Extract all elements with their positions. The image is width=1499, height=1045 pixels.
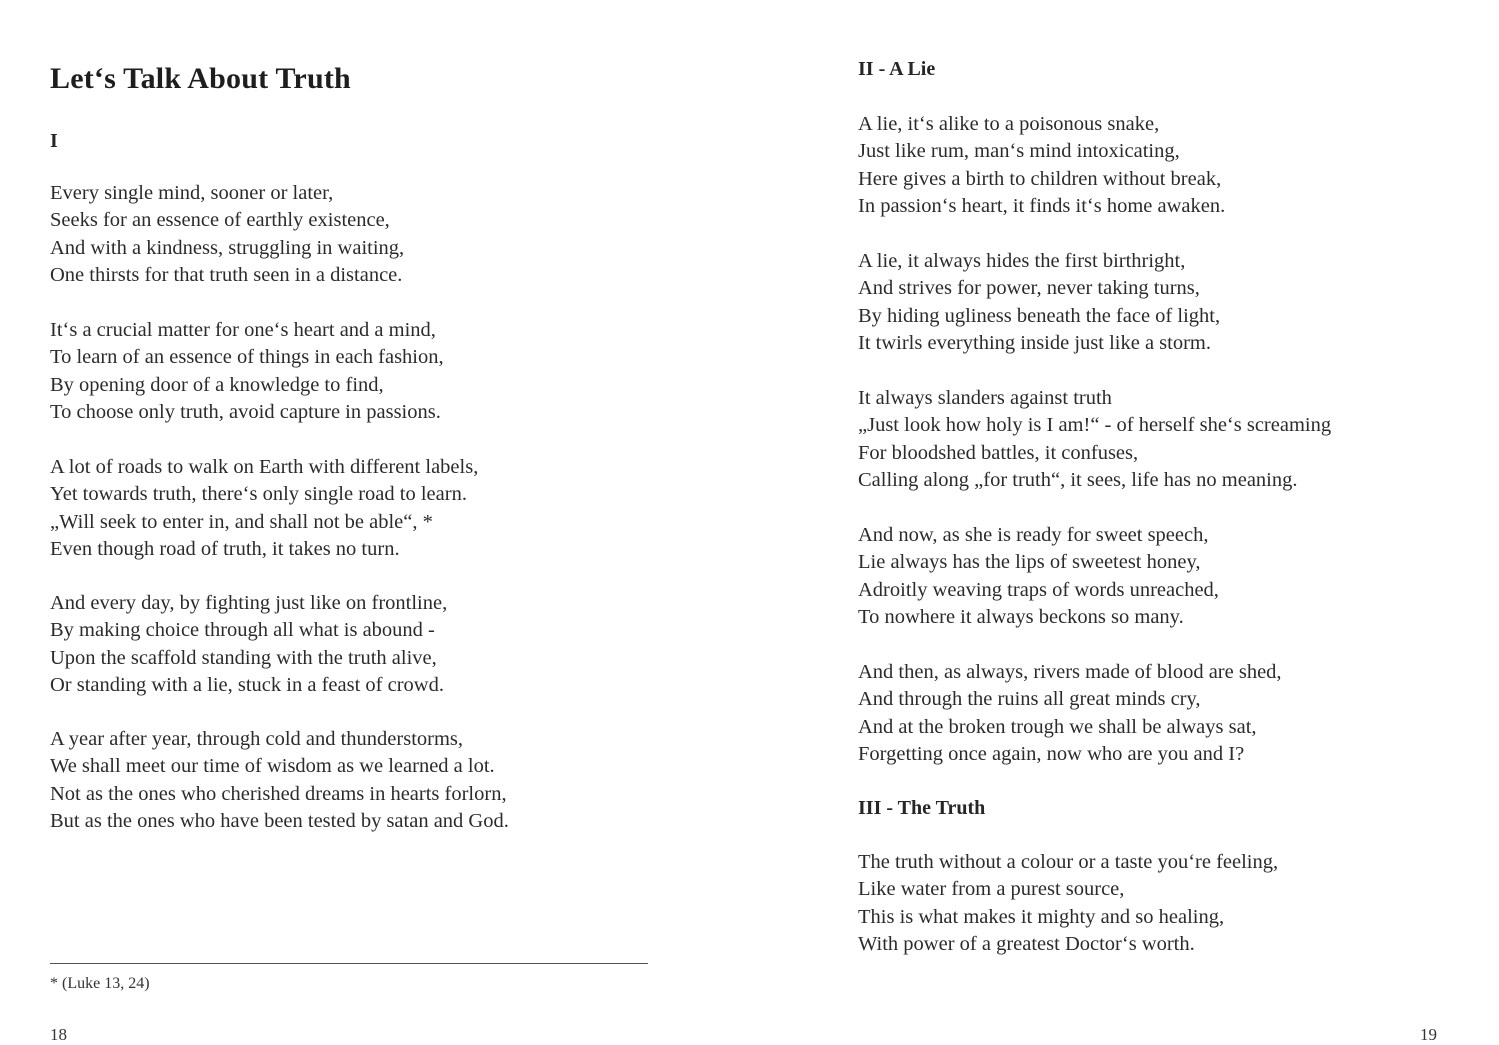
verse-line: Or standing with a lie, stuck in a feast of crowd. (50, 674, 444, 697)
stanza (858, 659, 1282, 769)
verse-line: Upon the scaffold standing with the truth alive, (50, 646, 437, 669)
verse-line: And through the ruins all great minds cry, (858, 688, 1201, 711)
verse-line: Here gives a birth to children without break, (858, 167, 1222, 190)
verse-line: And strives for power, never taking turns, (858, 277, 1200, 300)
verse-line: Yet towards truth, there‘s only single road to learn. (50, 483, 467, 506)
verse-line: It‘s a crucial matter for one‘s heart and a mind, (50, 319, 436, 341)
verse-line: With power of a greatest Doctor‘s worth. (858, 933, 1195, 956)
verse-line: We shall meet our time of wisdom as we learned a lot. (50, 755, 495, 778)
verse-line: But as the ones who have been tested by satan and God. (50, 810, 509, 833)
verse-line: One thirsts for that truth seen in a distance. (50, 264, 403, 287)
stanza (858, 111, 1225, 221)
verse-line: In passion‘s heart, it finds it‘s home awaken. (858, 195, 1226, 218)
stanza (50, 726, 509, 836)
verse-line: Like water from a purest source, (858, 878, 1125, 901)
verse-line: This is what makes it mighty and so healing, (858, 905, 1225, 928)
verse-line: A year after year, through cold and thunderstorms, (50, 728, 464, 750)
stanza (858, 385, 1331, 495)
footnote-divider (50, 963, 648, 964)
verse-line: To learn of an essence of things in each fashion, (50, 346, 444, 369)
stanza (50, 590, 447, 700)
right-page (750, 0, 1499, 1045)
verse-line: Every single mind, sooner or later, (50, 182, 334, 204)
page-number-left: 18 (50, 1025, 67, 1044)
verse-line: A lie, it always hides the first birthright, (858, 250, 1186, 272)
verse-line: By making choice through all what is abound - (50, 619, 435, 642)
verse-line: Even though road of truth, it takes no turn. (50, 538, 400, 561)
verse-line: And then, as always, rivers made of blood are shed, (858, 661, 1282, 683)
verse-line: And with a kindness, struggling in waiting, (50, 236, 405, 259)
stanza (50, 454, 478, 564)
poem-title: Let‘s Talk About Truth (50, 62, 351, 95)
verse-line: Calling along „for truth“, it sees, life has no meaning. (858, 469, 1298, 492)
verse-line: The truth without a colour or a taste you‘re feeling, (858, 851, 1279, 873)
verse-line: And every day, by fighting just like on frontline, (50, 592, 448, 614)
page-number-right: 19 (1420, 1025, 1437, 1044)
verse-line: And at the broken trough we shall be always sat, (858, 715, 1257, 738)
verse-line: Not as the ones who cherished dreams in hearts forlorn, (50, 782, 507, 805)
verse-line: It always slanders against truth (858, 387, 1112, 409)
verse-line: Lie always has the lips of sweetest honey, (858, 551, 1201, 574)
stanza (858, 849, 1278, 959)
stanza (50, 180, 404, 290)
footnote: * (Luke 13, 24) (50, 975, 150, 992)
verse-line: Seeks for an essence of earthly existence, (50, 209, 390, 232)
verse-line: A lie, it‘s alike to a poisonous snake, (858, 113, 1160, 135)
verse-line: „Just look how holy is I am!“ - of herself she‘s screaming (858, 414, 1332, 437)
verse-line: For bloodshed battles, it confuses, (858, 441, 1139, 464)
section-heading-ii: II - A Lie (858, 58, 936, 80)
verse-line: To choose only truth, avoid capture in passions. (50, 401, 441, 424)
verse-line: A lot of roads to walk on Earth with different labels, (50, 456, 479, 478)
verse-line: Forgetting once again, now who are you and I? (858, 743, 1245, 766)
stanza (50, 317, 444, 427)
verse-line: Adroitly weaving traps of words unreached, (858, 578, 1219, 601)
stanza (858, 248, 1220, 358)
section-heading-i: I (50, 130, 58, 152)
verse-line: Just like rum, man‘s mind intoxicating, (858, 140, 1180, 163)
verse-line: To nowhere it always beckons so many. (858, 606, 1184, 629)
verse-line: And now, as she is ready for sweet speech, (858, 524, 1209, 546)
verse-line: „Will seek to enter in, and shall not be able“, * (50, 510, 433, 533)
section-heading-iii: III - The Truth (858, 797, 986, 819)
verse-line: By hiding ugliness beneath the face of light, (858, 304, 1221, 327)
verse-line: It twirls everything inside just like a storm. (858, 332, 1212, 355)
verse-line: By opening door of a knowledge to find, (50, 373, 384, 396)
stanza (858, 522, 1219, 632)
